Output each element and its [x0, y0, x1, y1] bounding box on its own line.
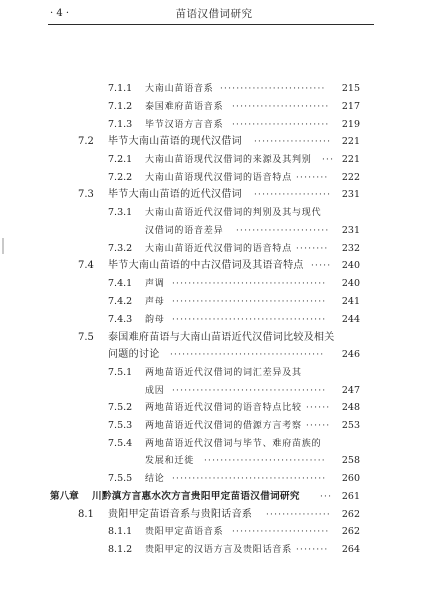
toc-entry-page: 248: [341, 402, 360, 413]
toc-entry-title: 大南山苗语现代汉借词的语音特点: [145, 173, 293, 183]
toc-entry-continuation: [0, 452, 428, 470]
toc-entry-number: 8.1: [78, 509, 94, 520]
toc-leader-dots: ······························: [204, 456, 326, 466]
toc-entry-number: 7.2: [78, 136, 94, 147]
toc-entry-continuation: [0, 382, 428, 400]
toc-leader-dots: ························: [232, 102, 330, 112]
toc-entry: [0, 98, 428, 116]
running-header-title: 苗语汉借词研究: [175, 8, 253, 20]
toc-entry: [0, 204, 428, 222]
toc-entry-title: 泰国难府苗语音系: [145, 102, 224, 112]
toc-leader-dots: ················: [266, 510, 331, 520]
toc-chapter-number: 第八章: [50, 491, 79, 502]
toc-entry: [0, 364, 428, 382]
toc-entry-number: 7.3.1: [108, 207, 133, 218]
toc-leader-dots: ······································: [172, 279, 327, 289]
toc-entry-page: 262: [341, 509, 360, 520]
toc-entry-page: 241: [341, 296, 360, 307]
toc-leader-dots: ········: [296, 173, 329, 183]
toc-leader-dots: ······································: [172, 386, 327, 396]
toc-entry-title: 毕节大南山苗语的近代汉借词: [108, 189, 242, 200]
toc-entry-page: 215: [341, 83, 360, 94]
toc-entry-page: 246: [341, 349, 360, 360]
toc-entry-number: 7.5.3: [108, 420, 133, 431]
toc-entry-page: 222: [341, 172, 360, 183]
toc-entry-number: 7.1.1: [108, 83, 133, 94]
toc-entry: [0, 399, 428, 417]
toc-entry-number: 7.5: [78, 332, 94, 343]
toc-entry-title: 大南山苗语近代汉借词的判别及其与现代: [145, 208, 322, 218]
toc-entry-page: 231: [341, 225, 360, 236]
toc-entry-title: 毕节大南山苗语的中古汉借词及其语音特点: [108, 260, 304, 271]
toc-entry: [0, 541, 428, 559]
toc-entry-continuation: [0, 346, 428, 364]
toc-leader-dots: ···: [320, 492, 333, 502]
toc-entry-number: 7.4.2: [108, 296, 133, 307]
toc-leader-dots: ···: [322, 155, 334, 165]
toc-entry-title: 贵阳甲定的汉语方言及贵阳话音系: [145, 545, 293, 555]
toc-entry-number: 7.3: [78, 189, 94, 200]
running-page-number: · 4 ·: [50, 8, 70, 19]
toc-entry-number: 7.2.1: [108, 154, 133, 165]
toc-entry-title: 两地苗语近代汉借词与毕节、难府苗族的: [145, 439, 322, 449]
toc-entry-title: 贵阳甲定苗语音系: [145, 527, 224, 537]
toc-entry-page: 258: [341, 455, 360, 466]
toc-entry-number: 7.5.2: [108, 402, 133, 413]
toc-leader-dots: ········: [296, 244, 329, 254]
toc-entry-number: 7.4.3: [108, 314, 133, 325]
toc-entry-title: 成因: [145, 386, 165, 396]
toc-entry: [0, 169, 428, 187]
toc-entry-number: 7.5.1: [108, 367, 133, 378]
header-rule: [48, 24, 374, 25]
toc-entry-title: 毕节大南山苗语的现代汉借词: [108, 136, 242, 147]
toc-entry: [0, 186, 428, 204]
toc-entry-number: 7.2.2: [108, 172, 133, 183]
toc-entry-title: 贵阳甲定苗语音系与贵阳话音系: [108, 509, 253, 520]
toc-entry: [0, 329, 428, 347]
toc-entry: [0, 80, 428, 98]
toc-entry-title: 汉借词的语音差异: [145, 226, 224, 236]
toc-entry-continuation: [0, 222, 428, 240]
toc-leader-dots: ························: [232, 527, 330, 537]
toc-leader-dots: ··························: [220, 84, 326, 94]
toc-entry-title: 大南山苗语近代汉借词的语音特点: [145, 244, 293, 254]
toc-leader-dots: ························: [232, 120, 330, 130]
toc-entry-number: 8.1.2: [108, 544, 133, 555]
toc-entry-number: 7.1.3: [108, 119, 133, 130]
toc-entry-page: 240: [341, 260, 360, 271]
toc-entry-page: 244: [341, 314, 360, 325]
toc-entry: [0, 523, 428, 541]
toc-leader-dots: ···················: [254, 137, 332, 147]
toc-entry-page: 231: [341, 189, 360, 200]
toc-entry: [0, 293, 428, 311]
toc-entry: [0, 116, 428, 134]
toc-leader-dots: ······································: [172, 315, 327, 325]
toc-entry: [0, 506, 428, 524]
toc-entry-title: 泰国难府苗语与大南山苗语近代汉借词比较及相关: [108, 332, 335, 343]
toc-entry-title: 问题的讨论: [108, 349, 160, 360]
toc-chapter-entry: [0, 488, 428, 506]
toc-entry-title: 声调: [145, 279, 165, 289]
toc-leader-dots: ······: [306, 403, 331, 413]
toc-entry-number: 7.5.5: [108, 473, 133, 484]
toc-leader-dots: ······································: [170, 350, 325, 360]
toc-entry: [0, 133, 428, 151]
toc-entry-number: 7.5.4: [108, 438, 133, 449]
toc-entry-number: 7.4: [78, 260, 94, 271]
toc-entry-page: 260: [341, 473, 360, 484]
toc-entry-page: 221: [341, 154, 360, 165]
toc-entry-title: 大南山苗语现代汉借词的来源及其判别: [145, 155, 312, 165]
toc-entry-title: 两地苗语近代汉借词的借源方言考察: [145, 421, 302, 431]
toc-entry-page: 217: [341, 101, 360, 112]
toc-leader-dots: ········: [296, 545, 329, 555]
toc-entry-page: 240: [341, 278, 360, 289]
toc-leader-dots: ······································: [172, 474, 327, 484]
toc-entry-number: 8.1.1: [108, 526, 133, 537]
toc-entry: [0, 417, 428, 435]
toc-entry-number: 7.1.2: [108, 101, 133, 112]
toc-chapter-title: 川黔滇方言惠水次方言贵阳甲定苗语汉借词研究: [92, 491, 300, 502]
toc-entry-title: 毕节汉语方言音系: [145, 120, 224, 130]
toc-entry-page: 221: [341, 136, 360, 147]
toc-entry: [0, 240, 428, 258]
toc-entry-title: 韵母: [145, 315, 165, 325]
toc-entry-title: 两地苗语近代汉借词的语音特点比较: [145, 403, 302, 413]
toc-entry-page: 262: [341, 526, 360, 537]
toc-entry-page: 247: [341, 385, 360, 396]
toc-entry: [0, 257, 428, 275]
toc-entry-number: 7.3.2: [108, 243, 133, 254]
toc-entry: [0, 151, 428, 169]
toc-entry: [0, 435, 428, 453]
toc-entry-page: 253: [341, 420, 360, 431]
toc-entry-page: 264: [341, 544, 360, 555]
toc-entry-title: 声母: [145, 297, 165, 307]
toc-entry-number: 7.4.1: [108, 278, 133, 289]
toc-entry-title: 大南山苗语音系: [145, 84, 214, 94]
scan-edge-mark: [2, 238, 4, 254]
toc-entry-title: 结论: [145, 474, 165, 484]
toc-leader-dots: ·····: [311, 261, 332, 271]
toc-leader-dots: ···················: [254, 190, 332, 200]
toc-entry-page: 261: [341, 491, 360, 502]
toc-leader-dots: ······································: [172, 297, 327, 307]
toc-entry-page: 219: [341, 119, 360, 130]
toc-entry: [0, 470, 428, 488]
toc-entry: [0, 275, 428, 293]
toc-entry: [0, 311, 428, 329]
toc-entry-title: 发展和迁徙: [145, 456, 195, 466]
toc-leader-dots: ······: [306, 421, 331, 431]
toc-leader-dots: ·······················: [236, 226, 330, 236]
toc-entry-page: 232: [341, 243, 360, 254]
toc-entry-title: 两地苗语近代汉借词的词汇差异及其: [145, 368, 302, 378]
